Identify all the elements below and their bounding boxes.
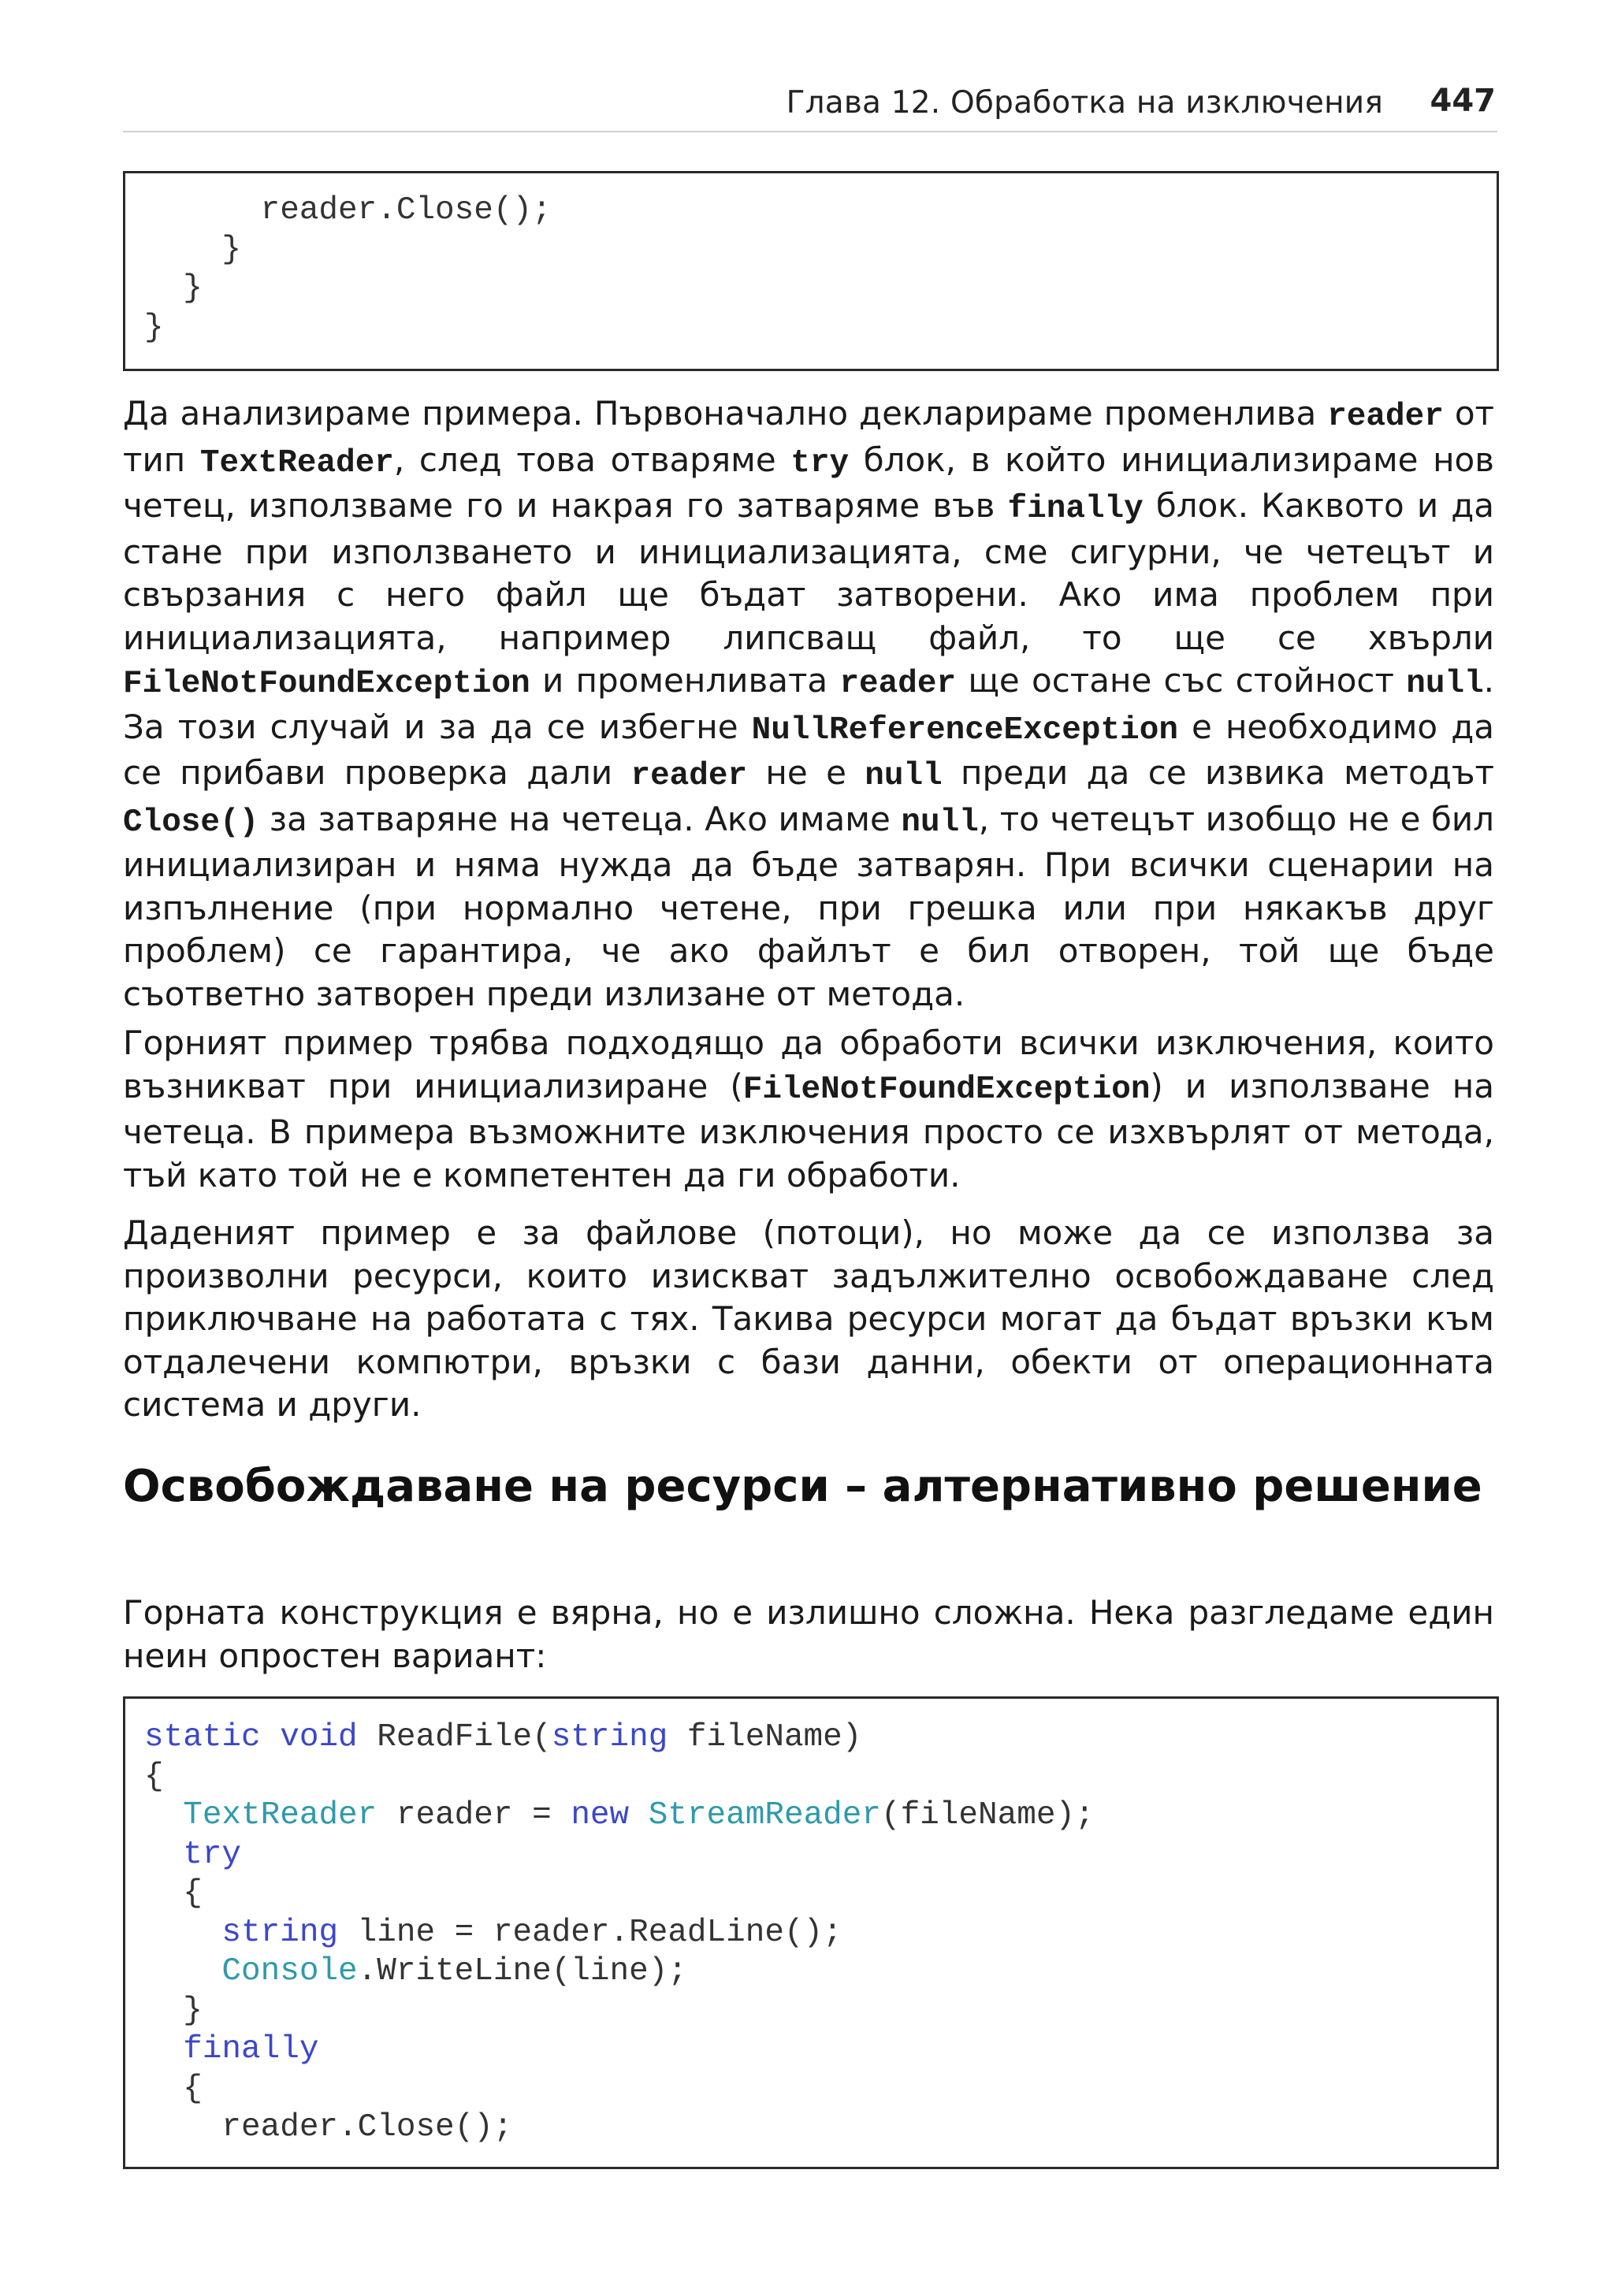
code-listing-top [123, 171, 1499, 371]
code-block [144, 1718, 1095, 2148]
code-line: } [144, 309, 164, 346]
code-line: } [144, 231, 242, 268]
code-line: TextReader reader = new StreamReader(fileName); [183, 1797, 1095, 1833]
code-line: } [144, 1992, 203, 2029]
code-line: try [183, 1836, 242, 1873]
paragraph-resources: Даденият пример е за файлове (потоци), но може да се използва за произволни ресурси, които изискват задължително освобождаване след приключване на работата с тях. Такива ресурси могат да бъдат връзки към отдалечени компютри, връзки с бази данни, обекти от операционната система и други. [123, 1213, 1494, 1424]
paragraph-intro: Горната конструкция е вярна, но е излишно сложна. Нека разгледаме един неин опростен вариант: [123, 1593, 1494, 1675]
code-line: { [144, 2070, 203, 2107]
paragraph-exceptions: Горният пример трябва подходящо да обработи всички изключения, които възникват при инициализиране (FileNotFoundException) и използване на четеца. В примера възможните изключения просто се изхвърлят от метода, тъй като той не е компетентен да ги обработи. [123, 1024, 1494, 1194]
code-block [144, 191, 552, 347]
code-line: { [144, 1875, 203, 1911]
code-listing-bottom [123, 1696, 1499, 2169]
page-number: 447 [1430, 83, 1496, 119]
running-header [123, 76, 1497, 132]
code-line: finally [183, 2031, 319, 2068]
chapter-title: Глава 12. Обработка на изключения [786, 85, 1383, 121]
code-line: } [144, 270, 203, 307]
code-line: reader.Close(); [144, 2109, 513, 2146]
section-heading: Освобождаване на ресурси – алтернативно решение [123, 1461, 1482, 1512]
paragraph-analysis: Да анализираме примера. Първоначално декларираме променлива reader от тип TextReader, след това отваряме try блок, в който инициализираме нов четец, използваме го и накрая го затваряме във finally блок. Каквото и да стане при използването и инициализацията, сме сигурни, че четецът и свързания с него файл ще бъдат затворени. Ако има проблем при инициализацията, например липсващ файл, то ще се хвърли FileNotFoundException и променливата reader ще остане със стойност null. За този случай и за да се избегне NullReferenceException е необходимо да се прибави проверка дали reader не е null преди да се извика методът Close() за затваряне на четеца. Ако имаме null, то четецът изобщо не е бил инициализиран и няма нужда да бъде затварян. При всички сценарии на изпълнение (при нормално четене, при грешка или при някакъв друг проблем) се гарантира, че ако файлът е бил отворен, той ще бъде съответно затворен преди излизане от метода. [123, 394, 1495, 1013]
code-line: static void ReadFile(string fileName) [144, 1719, 862, 1755]
code-line: string line = reader.ReadLine(); [221, 1914, 842, 1951]
code-line: { [144, 1758, 164, 1795]
code-line: reader.Close(); [144, 192, 552, 228]
code-line: Console.WriteLine(line); [221, 1953, 687, 1989]
